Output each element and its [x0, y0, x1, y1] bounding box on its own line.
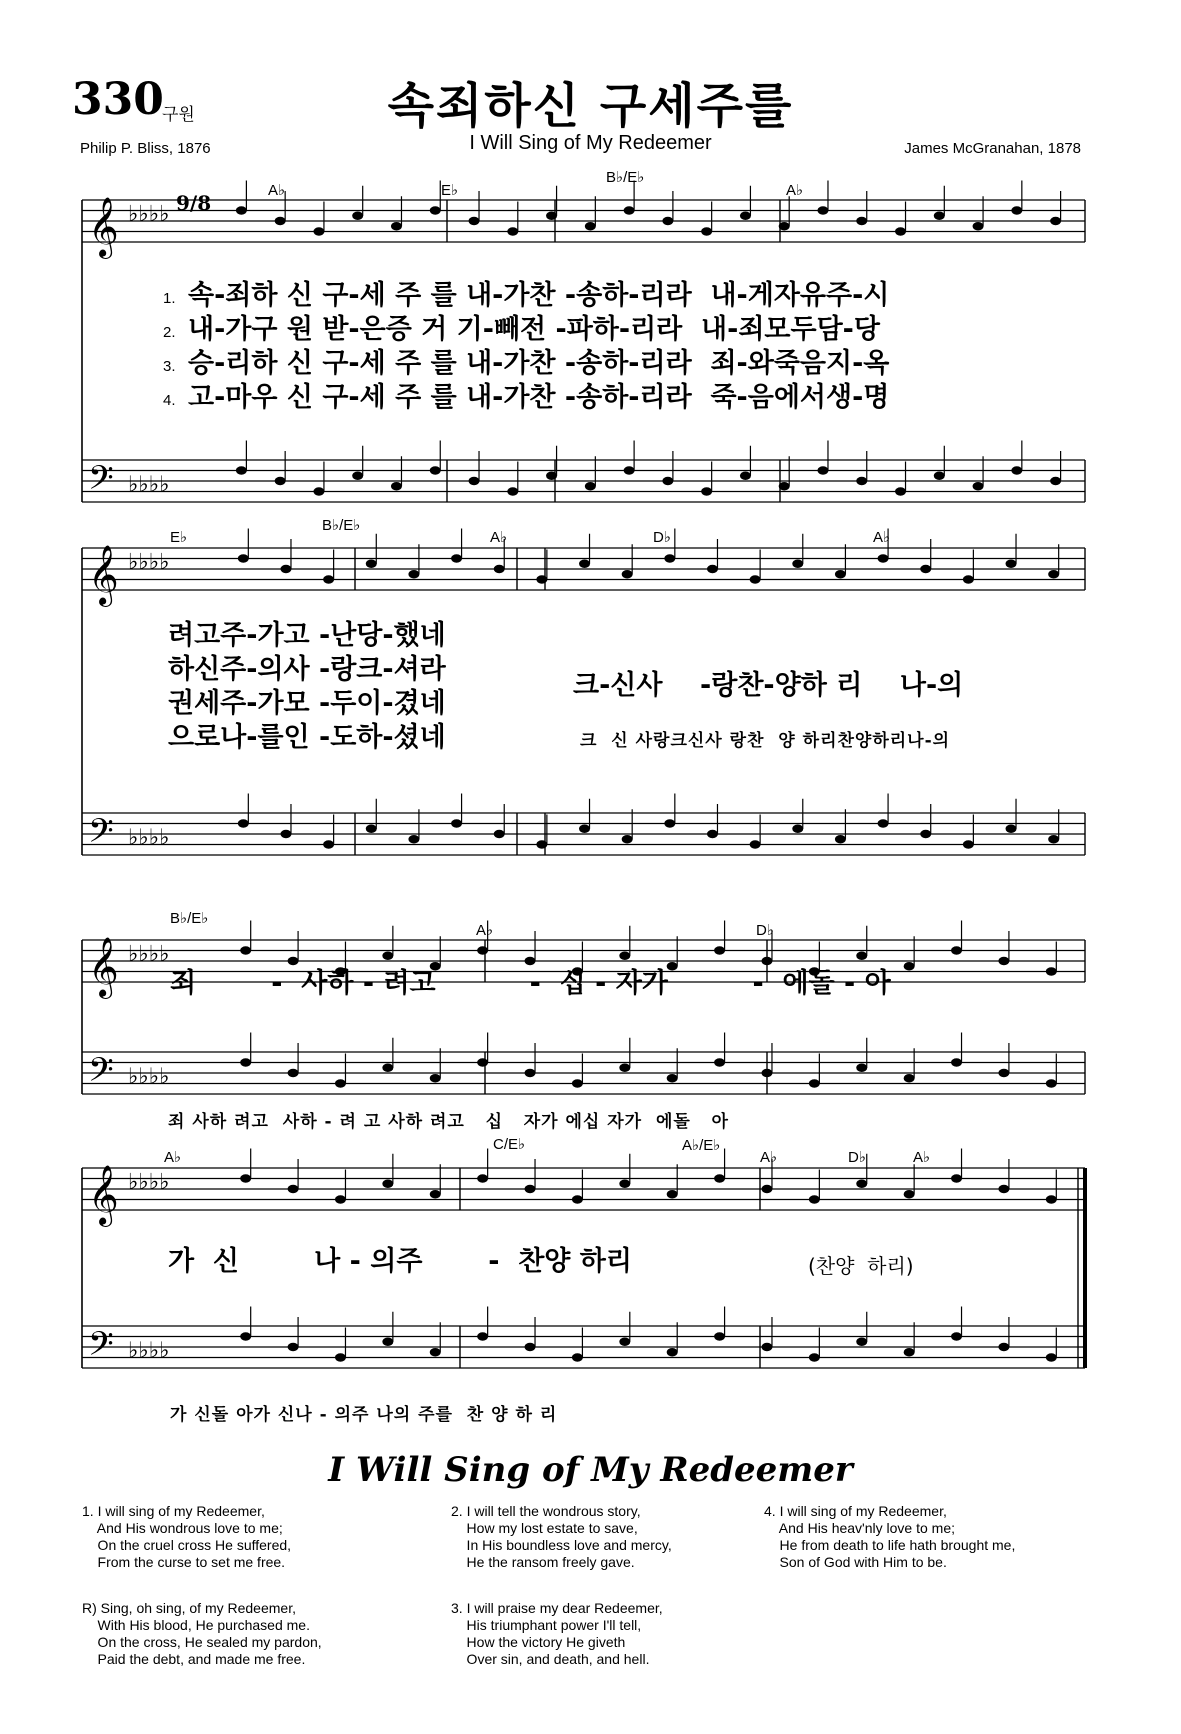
melody-note — [817, 206, 828, 214]
key-signature-flats: ♭♭♭♭ — [128, 825, 170, 851]
bass-note — [951, 1058, 962, 1066]
verse-2-lyric: 하신주-의사 -랑크-셔라 — [168, 654, 446, 685]
chord-symbol: A♭ — [913, 1149, 931, 1166]
melody-note — [835, 570, 846, 578]
bass-note — [761, 1343, 772, 1351]
chord-symbol: B♭/E♭ — [322, 517, 361, 534]
melody-note — [288, 1185, 299, 1193]
melody-note — [352, 212, 363, 220]
melody-note — [904, 1190, 915, 1198]
bass-note — [920, 830, 931, 838]
melody-note — [856, 1180, 867, 1188]
melody-note — [624, 206, 635, 214]
melody-note — [280, 565, 291, 573]
melody-note — [920, 565, 931, 573]
verse-number: 4. — [163, 392, 176, 409]
chord-symbol: D♭ — [756, 922, 774, 939]
bass-note — [1006, 825, 1017, 833]
bass-note — [430, 1348, 441, 1356]
bass-note — [507, 487, 518, 495]
melody-note — [1006, 560, 1017, 568]
melody-note — [1048, 570, 1059, 578]
melody-note — [714, 946, 725, 954]
refrain-lyric: 크-신사 -랑찬-양하 리 나-의 — [573, 670, 964, 701]
melody-note — [313, 227, 324, 235]
bass-note — [963, 840, 974, 848]
chord-symbol: A♭ — [786, 182, 804, 199]
verse-4-lyric: 으로나-를인 -도하-셨네 — [168, 722, 446, 753]
melody-note — [366, 560, 377, 568]
refrain-lyric: 죄 - 사하 - 려고 - 십 - 자가 - 에돌 - 아 — [170, 968, 891, 999]
melody-note — [477, 1174, 488, 1182]
bass-note — [707, 830, 718, 838]
bass-note — [391, 482, 402, 490]
bass-note — [451, 819, 462, 827]
bass-note — [619, 1064, 630, 1072]
melody-note — [579, 560, 590, 568]
bass-note — [288, 1069, 299, 1077]
melody-note — [701, 227, 712, 235]
bass-note — [856, 1338, 867, 1346]
bass-note — [585, 482, 596, 490]
bass-note — [878, 819, 889, 827]
refrain-parenthetical: (찬양 하리) — [808, 1254, 914, 1278]
bass-note — [750, 840, 761, 848]
bass-note — [525, 1069, 536, 1077]
melody-note — [761, 957, 772, 965]
bass-note — [335, 1079, 346, 1087]
melody-note — [998, 957, 1009, 965]
melody-note — [451, 554, 462, 562]
melody-note — [275, 217, 286, 225]
hymn-title-english: I Will Sing of My Redeemer — [469, 132, 712, 154]
chord-symbol: E♭ — [441, 182, 459, 199]
bass-note — [835, 835, 846, 843]
bass-note — [546, 472, 557, 480]
melody-note — [740, 212, 751, 220]
bass-note — [240, 1332, 251, 1340]
english-verse-4: 4. I will sing of my Redeemer, And His heav'nly love to me; He from death to life hath brought me, Son of God with Him to be. — [764, 1503, 1016, 1570]
verse-2-lyric: 내-가구 원 받-은증 거 기-빼전 -파하-리라 내-죄모두담-당 — [188, 314, 880, 345]
bass-note — [817, 466, 828, 474]
treble-clef: 𝄞 — [88, 197, 119, 257]
melody-note — [323, 575, 334, 583]
melody-note — [856, 952, 867, 960]
melody-note — [809, 1195, 820, 1203]
bass-note — [904, 1348, 915, 1356]
chord-symbol: A♭ — [490, 529, 508, 546]
melody-note — [430, 1190, 441, 1198]
english-verse-1: 1. I will sing of my Redeemer, And His wondrous love to me; On the cruel cross He suffered, From the curse to set me free. — [82, 1503, 292, 1570]
verse-1-lyric: 려고주-가고 -난당-했네 — [168, 620, 446, 651]
bass-note — [1046, 1353, 1057, 1361]
melody-note — [664, 554, 675, 562]
melody-note — [477, 946, 488, 954]
bass-note — [469, 477, 480, 485]
composer-credit: James McGranahan, 1878 — [904, 140, 1081, 157]
melody-note — [382, 1180, 393, 1188]
bass-note — [619, 1338, 630, 1346]
bass-note — [313, 487, 324, 495]
bass-note — [934, 472, 945, 480]
bass-note — [973, 482, 984, 490]
bass-note — [664, 819, 675, 827]
chord-symbol: A♭ — [164, 1149, 182, 1166]
melody-note — [525, 957, 536, 965]
melody-note — [662, 217, 673, 225]
verse-number: 1. — [163, 290, 176, 307]
bass-note — [236, 466, 247, 474]
melody-note — [904, 962, 915, 970]
english-title: I Will Sing of My Redeemer — [328, 1450, 853, 1490]
melody-note — [572, 1195, 583, 1203]
refrain-bass-lyric: 죄 사하 려고 사하 - 려 고 사하 려고 십 자가 에십 자가 에돌 아 — [168, 1112, 729, 1132]
melody-note — [714, 1174, 725, 1182]
bass-note — [288, 1343, 299, 1351]
melody-note — [288, 957, 299, 965]
bass-note — [809, 1353, 820, 1361]
bass-note — [1050, 477, 1061, 485]
bass-note — [740, 472, 751, 480]
melody-note — [619, 1180, 630, 1188]
bass-note — [494, 830, 505, 838]
bass-note — [477, 1332, 488, 1340]
bass-note — [238, 819, 249, 827]
bass-clef: 𝄢 — [88, 1325, 114, 1372]
bass-note — [998, 1343, 1009, 1351]
bass-clef: 𝄢 — [88, 812, 114, 859]
melody-note — [382, 952, 393, 960]
key-signature-flats: ♭♭♭♭ — [128, 942, 170, 967]
melody-note — [998, 1185, 1009, 1193]
bass-note — [667, 1074, 678, 1082]
melody-note — [507, 227, 518, 235]
bass-note — [779, 482, 790, 490]
melody-note — [585, 222, 596, 230]
verse-4-lyric: 고-마우 신 구-세 주 를 내-가찬 -송하-리라 죽-음에서생-명 — [188, 382, 890, 413]
melody-note — [622, 570, 633, 578]
bass-note — [761, 1069, 772, 1077]
bass-note — [525, 1343, 536, 1351]
bass-note — [622, 835, 633, 843]
bass-note — [624, 466, 635, 474]
bass-note — [667, 1348, 678, 1356]
bass-note — [856, 1064, 867, 1072]
bass-note — [366, 825, 377, 833]
melody-note — [951, 1174, 962, 1182]
verse-number: 3. — [163, 358, 176, 375]
bass-note — [856, 477, 867, 485]
melody-note — [240, 946, 251, 954]
melody-note — [1046, 967, 1057, 975]
treble-clef: 𝄞 — [88, 937, 119, 997]
bass-note — [714, 1332, 725, 1340]
melody-note — [1046, 1195, 1057, 1203]
english-refrain: R) Sing, oh sing, of my Redeemer, With His blood, He purchased me. On the cross, He sealed my pardon, Paid the debt, and made me free. — [82, 1600, 322, 1667]
chord-symbol: D♭ — [653, 529, 671, 546]
chord-symbol: B♭/E♭ — [170, 910, 209, 927]
key-signature-flats: ♭♭♭♭ — [128, 472, 170, 498]
melody-note — [895, 227, 906, 235]
key-signature-flats: ♭♭♭♭ — [128, 202, 170, 227]
verse-3-lyric: 권세주-가모 -두이-겼네 — [168, 688, 446, 719]
bass-note — [352, 472, 363, 480]
key-signature-flats: ♭♭♭♭ — [128, 1170, 170, 1195]
bass-note — [382, 1064, 393, 1072]
bass-note — [430, 466, 441, 474]
hymn-title-korean: 속죄하신 구세주를 — [387, 78, 794, 134]
english-verse-3: 3. I will praise my dear Redeemer, His triumphant power I'll tell, How the victory He giveth Over sin, and death, and hell. — [451, 1600, 663, 1667]
melody-note — [761, 1185, 772, 1193]
melody-note — [430, 206, 441, 214]
chord-symbol: C/E♭ — [493, 1136, 526, 1153]
melody-note — [973, 222, 984, 230]
melody-note — [963, 575, 974, 583]
chord-symbol: E♭ — [170, 529, 188, 546]
bass-clef: 𝄢 — [88, 459, 114, 506]
melody-note — [236, 206, 247, 214]
treble-clef: 𝄞 — [88, 545, 119, 605]
melody-note — [546, 212, 557, 220]
bass-note — [382, 1338, 393, 1346]
hymn-category: 구원 — [162, 105, 195, 125]
bass-note — [904, 1074, 915, 1082]
bass-note — [701, 487, 712, 495]
verse-1-lyric: 속-죄하 신 구-세 주 를 내-가찬 -송하-리라 내-게자유주-시 — [188, 280, 890, 311]
key-signature-flats: ♭♭♭♭ — [128, 1064, 170, 1090]
bass-note — [335, 1353, 346, 1361]
key-signature-flats: ♭♭♭♭ — [128, 1338, 170, 1364]
bass-note — [895, 487, 906, 495]
bass-note — [809, 1079, 820, 1087]
verse-number: 2. — [163, 324, 176, 341]
key-signature-flats: ♭♭♭♭ — [128, 550, 170, 575]
chord-symbol: A♭ — [760, 1149, 778, 1166]
chord-symbol: D♭ — [848, 1149, 866, 1166]
bass-clef: 𝄢 — [88, 1051, 114, 1098]
bass-note — [323, 840, 334, 848]
bass-note — [714, 1058, 725, 1066]
bass-note — [477, 1058, 488, 1066]
bass-note — [280, 830, 291, 838]
bass-note — [408, 835, 419, 843]
bass-note — [275, 477, 286, 485]
treble-clef: 𝄞 — [88, 1165, 119, 1225]
chord-symbol: B♭/E♭ — [606, 169, 645, 186]
melody-note — [391, 222, 402, 230]
bass-note — [1011, 466, 1022, 474]
melody-note — [707, 565, 718, 573]
chord-symbol: A♭ — [476, 922, 494, 939]
melody-note — [878, 554, 889, 562]
verse-3-lyric: 승-리하 신 구-세 주 를 내-가찬 -송하-리라 죄-와죽음지-옥 — [188, 348, 890, 379]
chord-symbol: A♭ — [268, 182, 286, 199]
refrain-bass-lyric: 가 신돌 아가 신나 - 의주 나의 주를 찬 양 하 리 — [170, 1405, 558, 1425]
melody-note — [951, 946, 962, 954]
refrain-lyric: 가 신 나 - 의주 - 찬양 하리 — [168, 1246, 632, 1277]
melody-note — [1011, 206, 1022, 214]
bass-note — [998, 1069, 1009, 1077]
time-signature: 9/8 — [176, 191, 212, 215]
bass-note — [572, 1079, 583, 1087]
chord-symbol: A♭ — [873, 529, 891, 546]
hymn-number: 330 — [72, 74, 164, 125]
bass-note — [662, 477, 673, 485]
melody-note — [667, 1190, 678, 1198]
melody-note — [525, 1185, 536, 1193]
bass-note — [240, 1058, 251, 1066]
bass-note — [536, 840, 547, 848]
melody-note — [536, 575, 547, 583]
bass-note — [1046, 1079, 1057, 1087]
melody-note — [469, 217, 480, 225]
melody-note — [750, 575, 761, 583]
bass-note — [572, 1353, 583, 1361]
melody-note — [792, 560, 803, 568]
melody-note — [856, 217, 867, 225]
bass-note — [1048, 835, 1059, 843]
chord-symbol: A♭/E♭ — [682, 1137, 721, 1154]
melody-note — [240, 1174, 251, 1182]
melody-note — [779, 222, 790, 230]
bass-note — [579, 825, 590, 833]
refrain-bass-lyric: 크 신 사랑크신사 랑찬 양 하리찬양하리나-의 — [580, 731, 951, 751]
bass-note — [951, 1332, 962, 1340]
english-verse-2: 2. I will tell the wondrous story, How my lost estate to save, In His boundless love and mercy, He the ransom freely gave. — [451, 1503, 672, 1570]
melody-note — [619, 952, 630, 960]
lyricist-credit: Philip P. Bliss, 1876 — [80, 140, 211, 157]
melody-note — [238, 554, 249, 562]
bass-note — [792, 825, 803, 833]
melody-note — [408, 570, 419, 578]
melody-note — [1050, 217, 1061, 225]
melody-note — [494, 565, 505, 573]
melody-note — [934, 212, 945, 220]
melody-note — [335, 1195, 346, 1203]
bass-note — [430, 1074, 441, 1082]
